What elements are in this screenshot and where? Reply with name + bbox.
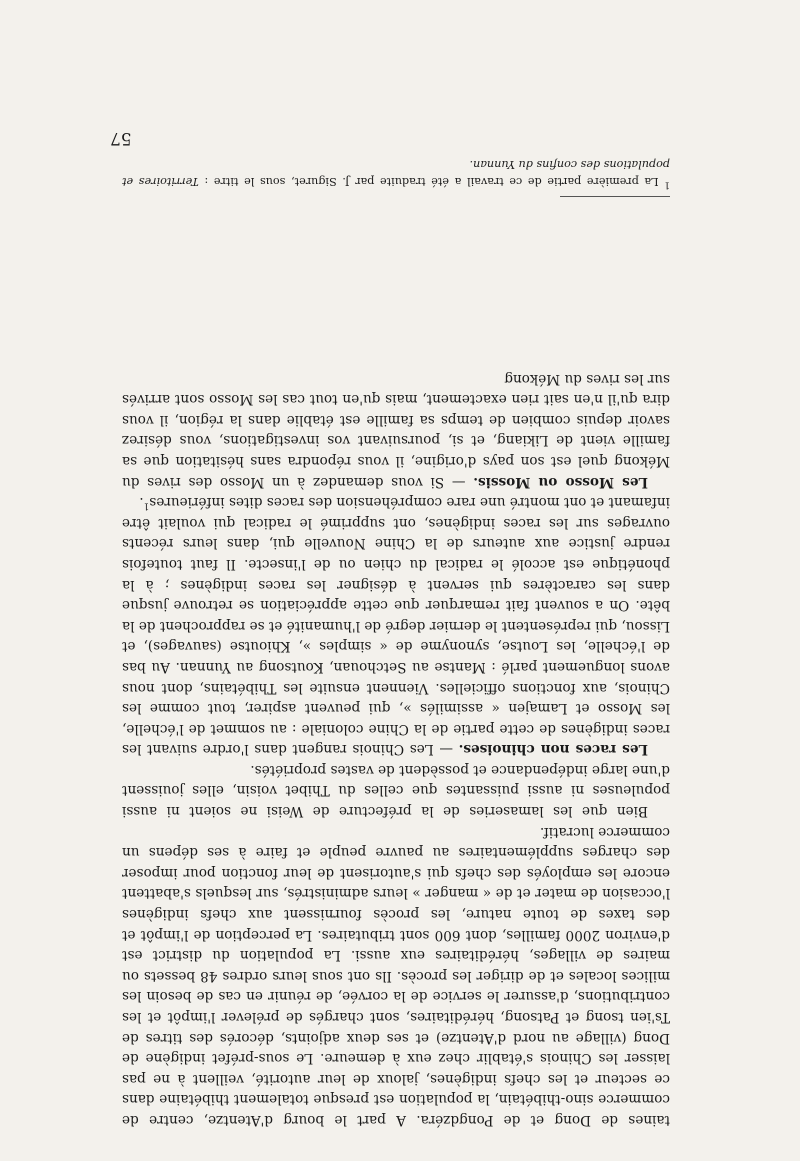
paragraph-3 [122, 492, 670, 760]
paragraph-2: Bien que les lamaseries de la préfecture de Weisi ne soient ni aussi populeuses ni aussi puissantes que celles du Thibet voisin, elles jouissent d'une large indépendance et possèdent de vastes propriétés. [122, 761, 670, 820]
paragraph-4-text: — Si vous demandez à un Mosso des rives du Mékong quel est son pays d'origine, il vous répondra sans hésitation que sa famille vient de Likiang, et si, poursuivant vos investigations, vous désirez savoir depuis combien de temps sa famille est établie dans la région, il vous dira qu'il n'en sait rien exactement, mais qu'en tout cas les Mosso sont arrivés sur les rives du Mékong [122, 370, 670, 490]
footnote-marker: 1 [664, 179, 670, 190]
footnote-text [122, 156, 670, 190]
section-heading-mosso: Les Mosso ou Mossis. [473, 473, 648, 490]
footnote-body: La première partie de ce travail a été traduite par J. Siguret, sous le titre : [198, 175, 665, 188]
paragraph-3-text: — Les Chinois rangent dans l'ordre suivant les races indigènes de cette partie de la Chine coloniale : au sommet de l'échelle, les Mosso et Lamajen « assimilés », qui peuvent aspirer, tout comme les Chinois, aux fonctions officielles. Viennent ensuite les Thibétains, dont nous avons longuement parlé : Mantse au Setchouan, Koutsong au Yunnan. Au bas de l'échelle, les Loutse, synonyme de « simples », Khioutse (sauvages), et Lissou, qui représentent le dernier degré de l'humanité et se rapprochent de la bête. On a souvent fait remarquer que cette appréciation se retrouve jusque dans les caractères qui servent à désigner les races indigènes ; à la phonétique est accolé le radical du chien ou de l'insecte. Il faut toutefois rendre justice aux auteurs de la Chine Nouvelle qui, dans leurs récents ouvrages sur les races indigènes, ont supprimé le radical qui voulait être infamant et ont montré une rare compréhension des races dites inférieures [122, 494, 670, 758]
paragraph-3-end: . [139, 494, 144, 511]
footnote-rule [560, 196, 670, 197]
page-number: 57 [110, 128, 132, 148]
footnote [122, 156, 670, 197]
footnote-ref: 1 [143, 500, 150, 511]
section-heading-races: Les races non chinoises. [458, 741, 648, 758]
paragraph-1: taines de Dong et de Pongdzéra. A part le bourg d'Atentze, centre de commerce sino-thibétain, la population est presque totalement thibétaine dans ce secteur et les chefs indigènes, jaloux de leur autorité, veillent à ne pas laisser les Chinois s'établir chez eux à demeure. Le sous-préfet indigène de Dong (village au nord d'Atentze) et ses deux adjoints, décorés des titres de Ts'ien tsong et Patsong, héréditaires, sont chargés de prélever l'impôt et les contributions, d'assurer le service de la corvée, de réunir en cas de besoin les milices locales et de diriger les procès. Ils ont sous leurs ordres 48 bessets ou maires de villages, héréditaires eux aussi. La population du district est d'environ 2000 familles, dont 600 sont tributaires. La perception de l'impôt et des taxes de toute nature, les procès fournissent aux chefs indigènes l'occasion de mater et de « manger » leurs administrés, sur lesquels s'abattent encore les employés des chefs qui s'autorisent de leur fonction pour imposer des charges supplémentaires au pauvre peuple et faire à ses dépens un commerce lucratif. [122, 823, 670, 1128]
body-text [122, 368, 670, 1130]
paragraph-4 [122, 368, 670, 492]
footnote-title: Territoires et populations des confins du Yunnan. [122, 158, 670, 188]
